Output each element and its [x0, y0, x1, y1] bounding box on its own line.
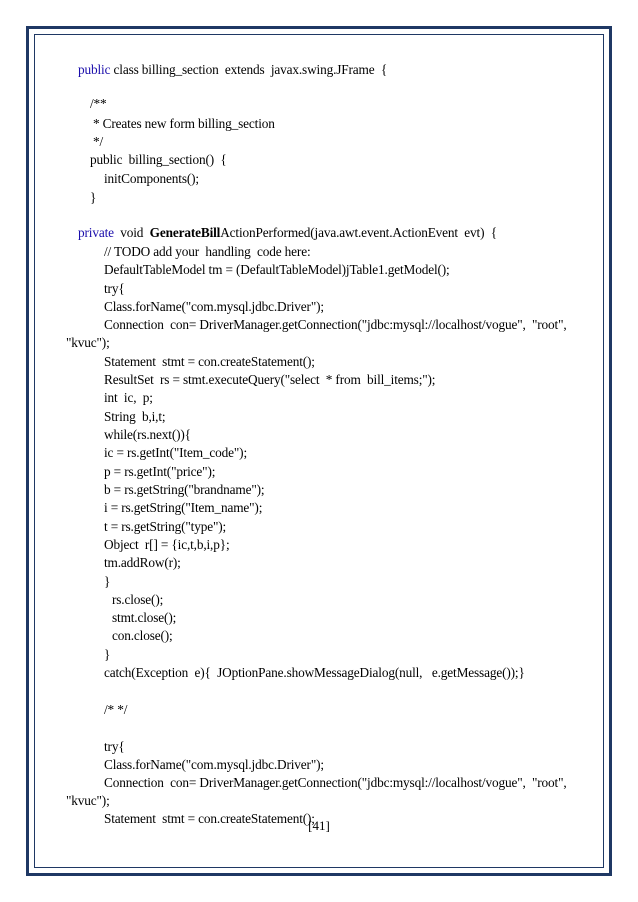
code-keyword: private	[78, 225, 114, 240]
code-text: try{	[104, 281, 125, 296]
code-text: i = rs.getString("Item_name");	[104, 500, 263, 515]
code-text: stmt.close();	[112, 610, 177, 625]
code-text: Connection con= DriverManager.getConnection("jdbc:mysql://localhost/vogue", "root",	[104, 775, 567, 790]
page-number: [41]	[308, 818, 330, 833]
code-text: catch(Exception e){ JOptionPane.showMessageDialog(null, e.getMessage());}	[104, 665, 525, 680]
code-text: t = rs.getString("type");	[104, 519, 227, 534]
code-text: void	[113, 225, 150, 240]
code-line	[104, 353, 315, 371]
code-text: public billing_section() {	[90, 152, 227, 167]
code-line	[66, 334, 110, 352]
code-text: tm.addRow(r);	[104, 555, 181, 570]
code-line	[104, 371, 435, 389]
code-line	[104, 261, 450, 279]
code-text: /**	[90, 96, 107, 111]
code-text: }	[104, 574, 111, 589]
code-text: Connection con= DriverManager.getConnection("jdbc:mysql://localhost/vogue", "root",	[104, 317, 567, 332]
code-bold-token: GenerateBill	[149, 225, 221, 240]
code-line	[78, 224, 497, 242]
code-text: con.close();	[112, 628, 173, 643]
code-text: ResultSet rs = stmt.executeQuery("select * from bill_items;");	[104, 372, 436, 387]
code-text: "kvuc");	[66, 793, 110, 808]
code-line	[104, 774, 567, 792]
code-line	[78, 61, 387, 79]
code-line	[104, 298, 324, 316]
code-text: Class.forName("com.mysql.jdbc.Driver");	[104, 299, 324, 314]
code-text: rs.close();	[112, 592, 164, 607]
code-text: try{	[104, 739, 125, 754]
code-line	[112, 591, 163, 609]
code-text: Object r[] = {ic,t,b,i,p};	[104, 537, 230, 552]
code-keyword: public	[78, 62, 111, 77]
code-line	[90, 151, 227, 169]
code-line	[104, 389, 153, 407]
code-line	[93, 133, 103, 151]
code-line	[104, 701, 127, 719]
code-text: int ic, p;	[104, 390, 153, 405]
code-line	[104, 646, 110, 664]
code-line	[104, 444, 247, 462]
code-line	[104, 499, 262, 517]
code-line	[104, 518, 226, 536]
code-text: }	[104, 647, 111, 662]
code-text: initComponents();	[104, 171, 199, 186]
code-line	[104, 316, 567, 334]
code-line	[104, 463, 215, 481]
code-text: Class.forName("com.mysql.jdbc.Driver");	[104, 757, 324, 772]
code-text: p = rs.getInt("price");	[104, 464, 216, 479]
code-line	[104, 243, 311, 261]
code-text: * Creates new form billing_section	[93, 116, 275, 131]
code-line	[93, 115, 275, 133]
code-text: b = rs.getString("brandname");	[104, 482, 265, 497]
code-line	[112, 609, 176, 627]
code-line	[104, 573, 110, 591]
code-line	[104, 280, 125, 298]
code-text: /* */	[104, 702, 128, 717]
code-text: while(rs.next()){	[104, 427, 191, 442]
code-line	[90, 95, 107, 113]
code-text: ActionPerformed(java.awt.event.ActionEvent evt) {	[220, 225, 497, 240]
code-text: }	[90, 190, 97, 205]
code-text: "kvuc");	[66, 335, 110, 350]
code-line	[104, 170, 199, 188]
code-line	[104, 536, 230, 554]
code-text: String b,i,t;	[104, 409, 166, 424]
code-line	[90, 189, 96, 207]
code-line	[104, 738, 125, 756]
code-text: Statement stmt = con.createStatement();	[104, 354, 315, 369]
code-line	[104, 481, 264, 499]
code-line	[104, 554, 181, 572]
code-text: // TODO add your handling code here:	[104, 244, 311, 259]
code-text: DefaultTableModel tm = (DefaultTableModel)jTable1.getModel();	[104, 262, 450, 277]
code-line	[112, 627, 173, 645]
code-line	[104, 408, 165, 426]
code-line	[104, 756, 324, 774]
code-text: Statement stmt = con.createStatement();	[104, 811, 315, 826]
code-line	[104, 426, 191, 444]
code-line	[104, 664, 525, 682]
code-text: */	[93, 134, 104, 149]
code-text: ic = rs.getInt("Item_code");	[104, 445, 248, 460]
code-line	[66, 792, 110, 810]
code-text: class billing_section extends javax.swing.JFrame {	[110, 62, 388, 77]
